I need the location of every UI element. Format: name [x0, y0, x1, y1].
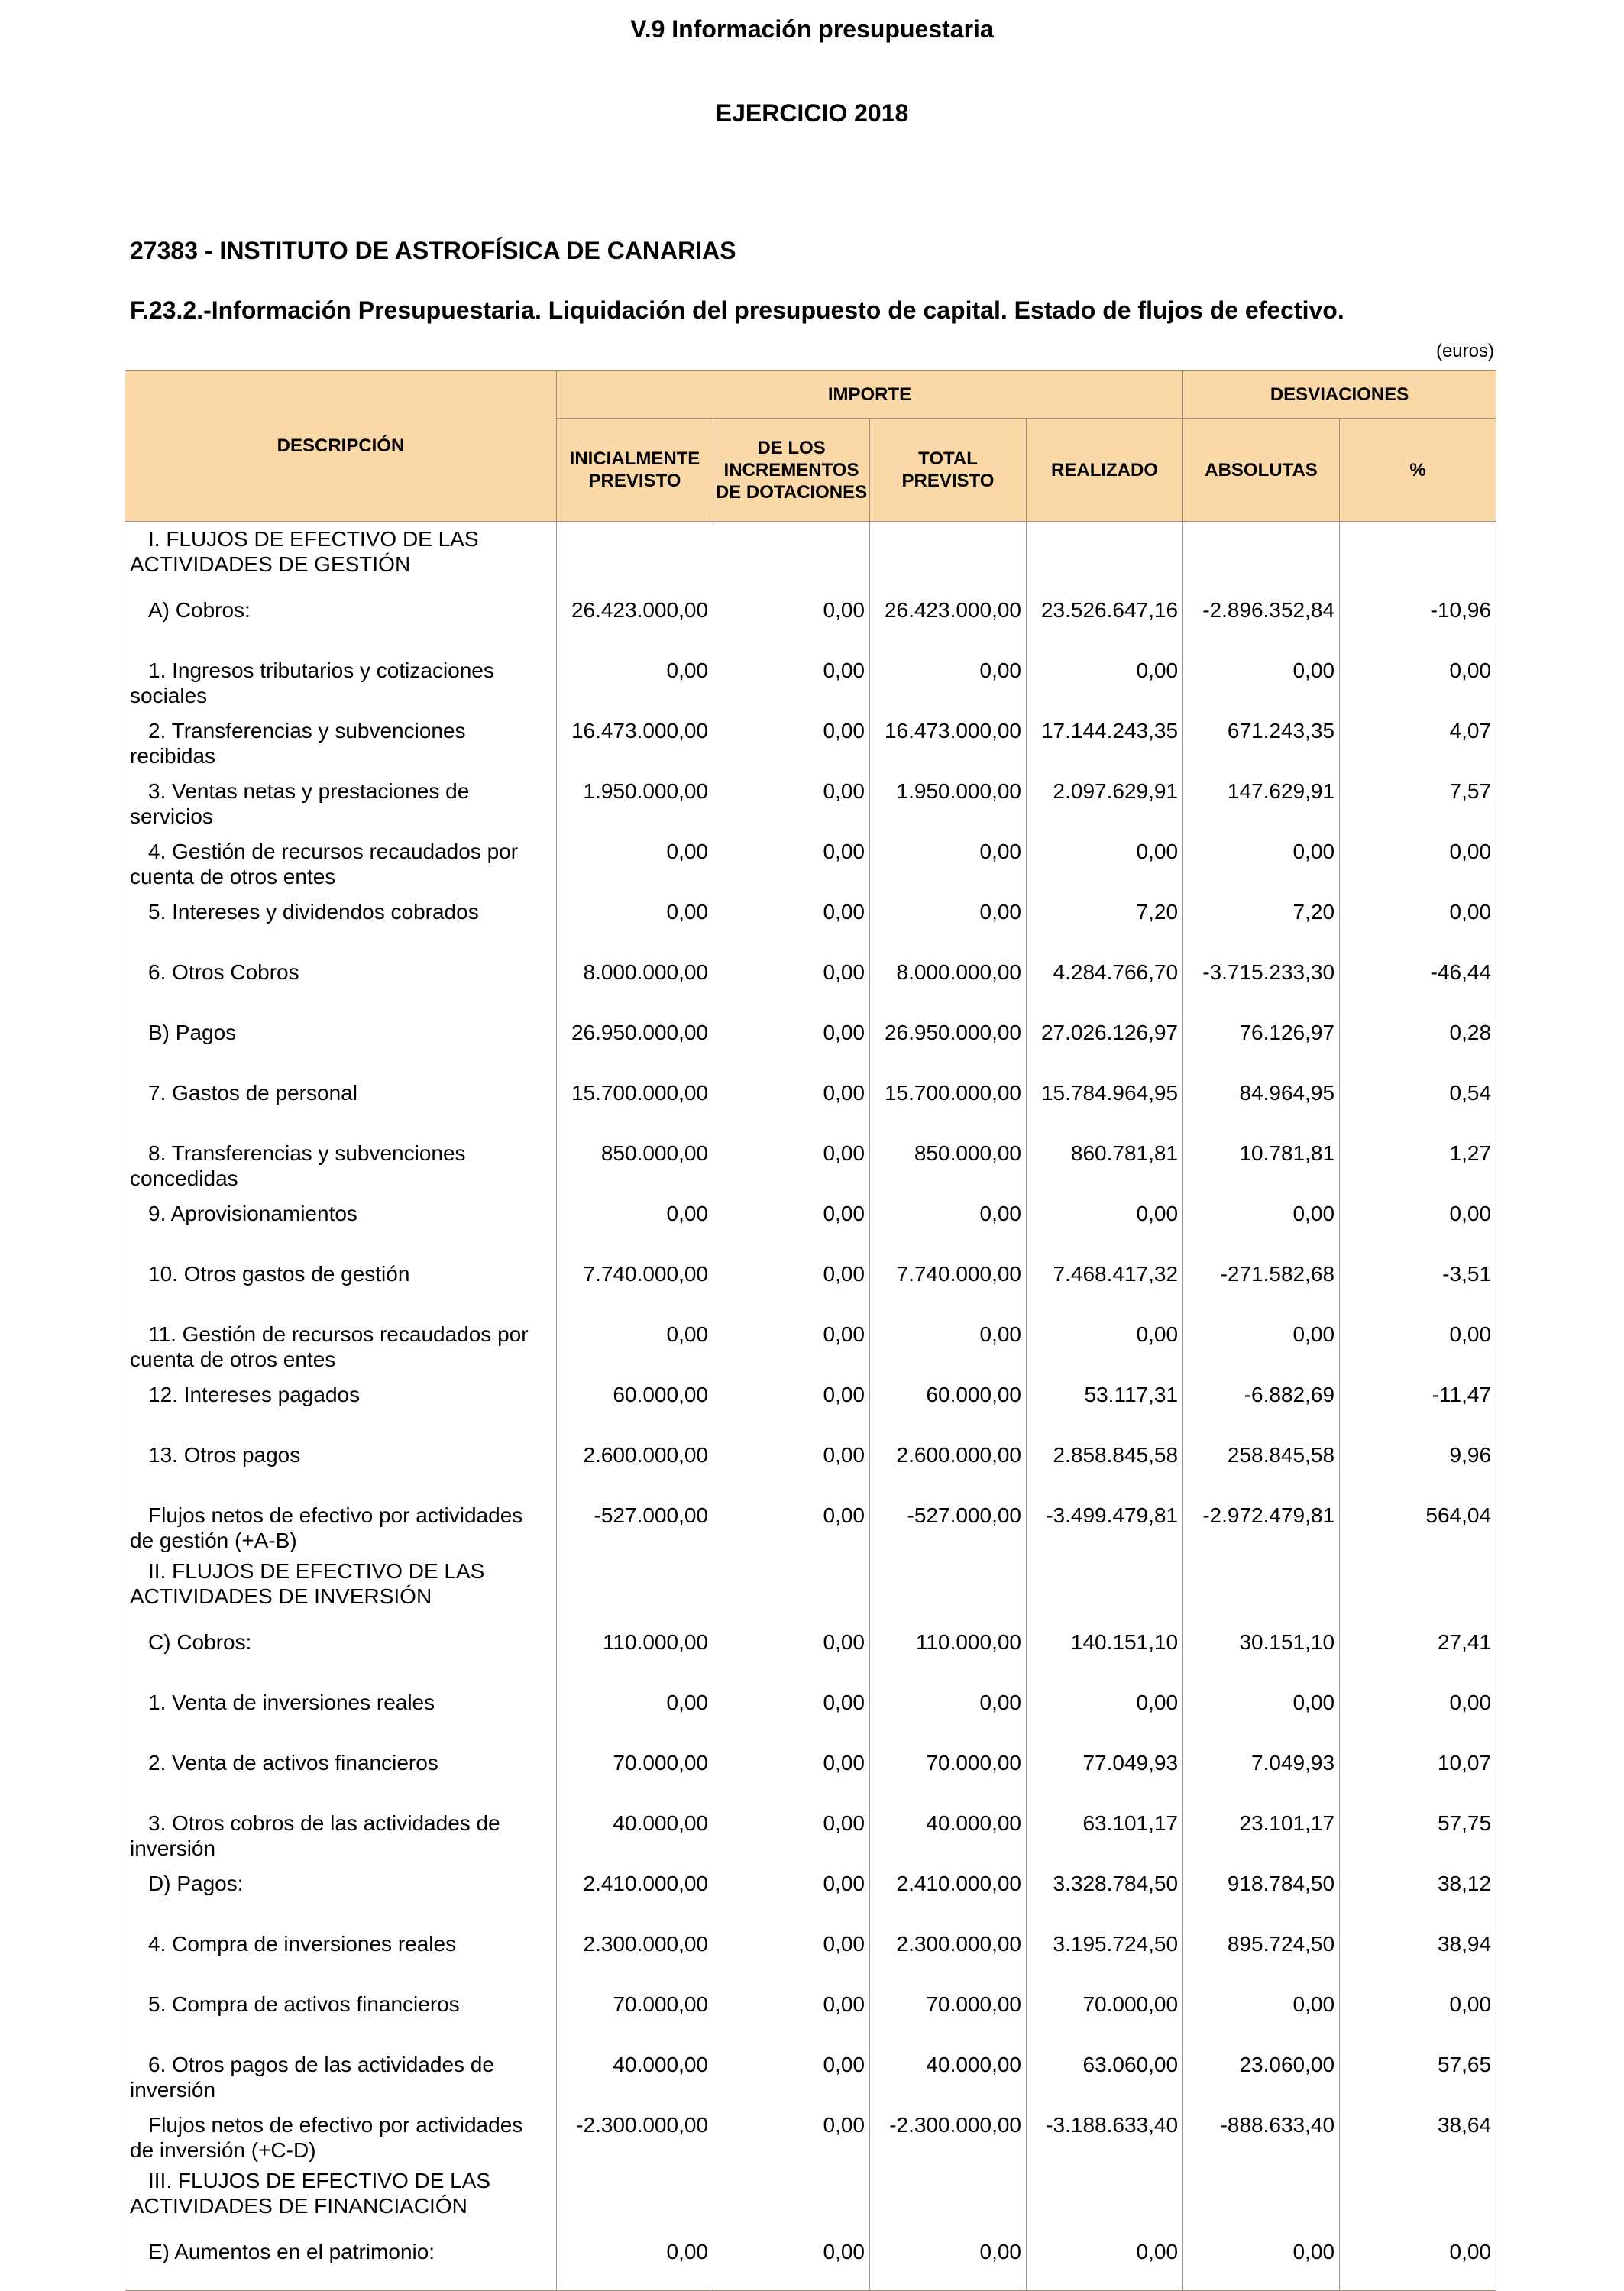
row-value: 7.740.000,00 — [557, 1252, 713, 1312]
row-value: 23.526.647,16 — [1027, 588, 1183, 649]
row-value: -6.882,69 — [1183, 1373, 1340, 1433]
row-value: -10,96 — [1340, 588, 1496, 649]
row-description — [125, 1312, 557, 1373]
row-value — [713, 1554, 870, 1620]
row-description — [125, 1373, 557, 1433]
row-value: 60.000,00 — [557, 1373, 713, 1433]
row-value: 7,20 — [1183, 890, 1340, 950]
row-value: 0,00 — [1183, 2230, 1340, 2291]
row-description — [125, 1862, 557, 1922]
row-value: -888.633,40 — [1183, 2103, 1340, 2163]
row-description — [125, 2163, 557, 2230]
row-value: 70.000,00 — [557, 1741, 713, 1801]
row-value — [870, 1554, 1027, 1620]
row-description-text: Flujos netos de efectivo por actividades de inversión (+C-D) — [130, 2113, 523, 2162]
table-row — [125, 2043, 1496, 2103]
row-value: 76.126,97 — [1183, 1011, 1340, 1071]
row-value: 0,00 — [713, 830, 870, 890]
row-value — [1183, 522, 1340, 589]
row-description-text: 1. Venta de inversiones reales — [148, 1691, 435, 1714]
row-value: 0,00 — [1027, 830, 1183, 890]
row-description — [125, 830, 557, 890]
row-value: 0,00 — [713, 1131, 870, 1192]
row-value: 0,00 — [1340, 649, 1496, 709]
row-description — [125, 1131, 557, 1192]
row-value: 0,00 — [1183, 1681, 1340, 1741]
row-value — [713, 522, 870, 589]
row-value: 0,00 — [1340, 890, 1496, 950]
row-description-text: 12. Intereses pagados — [148, 1383, 361, 1406]
row-description — [125, 2230, 557, 2291]
row-value: 38,12 — [1340, 1862, 1496, 1922]
row-value: 63.101,17 — [1027, 1801, 1183, 1862]
row-description-text: 11. Gestión de recursos recaudados por cuenta de otros entes — [130, 1322, 529, 1371]
row-value: 4,07 — [1340, 709, 1496, 769]
row-value: 2.600.000,00 — [870, 1433, 1027, 1493]
table-row — [125, 1192, 1496, 1252]
row-value: 40.000,00 — [870, 1801, 1027, 1862]
row-description — [125, 1681, 557, 1741]
table-row — [125, 1433, 1496, 1493]
row-value: 8.000.000,00 — [557, 950, 713, 1011]
row-description — [125, 1620, 557, 1681]
row-value — [1183, 2163, 1340, 2230]
table-row — [125, 1982, 1496, 2043]
row-value: 0,00 — [713, 769, 870, 830]
row-value — [1027, 522, 1183, 589]
row-description-text: II. FLUJOS DE EFECTIVO DE LAS ACTIVIDADES DE INVERSIÓN — [130, 1559, 485, 1608]
row-description — [125, 1554, 557, 1620]
row-value: 30.151,10 — [1183, 1620, 1340, 1681]
row-value: 23.060,00 — [1183, 2043, 1340, 2103]
row-value: 0,00 — [713, 588, 870, 649]
table-row — [125, 1373, 1496, 1433]
row-value: 0,00 — [713, 1801, 870, 1862]
table-row — [125, 1252, 1496, 1312]
row-description-text: 5. Intereses y dividendos cobrados — [148, 900, 479, 924]
row-description-text: A) Cobros: — [148, 598, 251, 622]
row-value: 0,54 — [1340, 1071, 1496, 1131]
row-value: 140.151,10 — [1027, 1620, 1183, 1681]
row-value: 0,00 — [713, 1373, 870, 1433]
header-absolutas: ABSOLUTAS — [1183, 419, 1340, 522]
row-value: 0,00 — [557, 649, 713, 709]
row-description-text: 4. Gestión de recursos recaudados por cuenta de otros entes — [130, 840, 519, 888]
row-description-text: 2. Venta de activos financieros — [148, 1751, 438, 1775]
row-description — [125, 1741, 557, 1801]
row-value: 0,00 — [1340, 2230, 1496, 2291]
table-row — [125, 588, 1496, 649]
row-value: 40.000,00 — [557, 2043, 713, 2103]
row-value: 0,00 — [557, 890, 713, 950]
header-total: TOTAL PREVISTO — [870, 419, 1027, 522]
row-value — [1027, 2163, 1183, 2230]
row-value: -2.896.352,84 — [1183, 588, 1340, 649]
table-row — [125, 2103, 1496, 2163]
row-value: 57,75 — [1340, 1801, 1496, 1862]
row-value: 15.784.964,95 — [1027, 1071, 1183, 1131]
row-value: 0,00 — [1027, 1312, 1183, 1373]
row-value: 0,00 — [1027, 2230, 1183, 2291]
row-description-text: Flujos netos de efectivo por actividades de gestión (+A-B) — [130, 1503, 523, 1552]
row-value: 0,00 — [1183, 1982, 1340, 2043]
row-value: 860.781,81 — [1027, 1131, 1183, 1192]
row-description-text: 9. Aprovisionamientos — [148, 1202, 357, 1225]
table-row — [125, 2230, 1496, 2291]
header-inicial: INICIALMENTE PREVISTO — [557, 419, 713, 522]
table-row — [125, 1620, 1496, 1681]
row-value: 2.858.845,58 — [1027, 1433, 1183, 1493]
row-value: 26.423.000,00 — [557, 588, 713, 649]
row-value: 2.600.000,00 — [557, 1433, 713, 1493]
row-value: 0,00 — [713, 1741, 870, 1801]
row-description-text: C) Cobros: — [148, 1630, 252, 1654]
row-value: 0,00 — [713, 1011, 870, 1071]
row-value: 0,00 — [713, 709, 870, 769]
row-description-text: 10. Otros gastos de gestión — [148, 1262, 410, 1286]
row-value: 0,00 — [713, 2230, 870, 2291]
row-value — [1340, 522, 1496, 589]
row-value: 77.049,93 — [1027, 1741, 1183, 1801]
row-value: 0,00 — [1183, 1192, 1340, 1252]
row-value: 671.243,35 — [1183, 709, 1340, 769]
row-value: 9,96 — [1340, 1433, 1496, 1493]
row-value: -11,47 — [1340, 1373, 1496, 1433]
row-description — [125, 1493, 557, 1554]
row-value: 16.473.000,00 — [557, 709, 713, 769]
row-value: 7,20 — [1027, 890, 1183, 950]
table-row — [125, 649, 1496, 709]
table-row — [125, 1493, 1496, 1554]
row-value: 0,00 — [1183, 649, 1340, 709]
row-value: 84.964,95 — [1183, 1071, 1340, 1131]
row-value: 0,00 — [713, 1862, 870, 1922]
row-value: 1.950.000,00 — [557, 769, 713, 830]
row-value: 0,00 — [870, 1681, 1027, 1741]
row-value: 23.101,17 — [1183, 1801, 1340, 1862]
table-row — [125, 1131, 1496, 1192]
row-value: 2.097.629,91 — [1027, 769, 1183, 830]
units-label: (euros) — [1435, 341, 1494, 361]
row-value: 63.060,00 — [1027, 2043, 1183, 2103]
row-value: 0,00 — [1027, 649, 1183, 709]
row-value: 0,00 — [557, 1681, 713, 1741]
row-description-text: 13. Otros pagos — [148, 1443, 301, 1467]
row-description-text: I. FLUJOS DE EFECTIVO DE LAS ACTIVIDADES DE GESTIÓN — [130, 527, 479, 576]
row-description-text: 6. Otros pagos de las actividades de inversión — [130, 2053, 494, 2102]
header-importe: IMPORTE — [557, 371, 1183, 419]
table-row — [125, 1862, 1496, 1922]
row-value: 895.724,50 — [1183, 1922, 1340, 1982]
row-value: 27.026.126,97 — [1027, 1011, 1183, 1071]
row-value: 110.000,00 — [557, 1620, 713, 1681]
row-value: 60.000,00 — [870, 1373, 1027, 1433]
row-value: 15.700.000,00 — [870, 1071, 1027, 1131]
header-realizado: REALIZADO — [1027, 419, 1183, 522]
row-value: 26.950.000,00 — [557, 1011, 713, 1071]
row-value: 0,00 — [1340, 1192, 1496, 1252]
table-row — [125, 709, 1496, 769]
row-value: 2.300.000,00 — [870, 1922, 1027, 1982]
entity-title: 27383 - INSTITUTO DE ASTROFÍSICA DE CANARIAS — [130, 237, 736, 264]
table-row — [125, 769, 1496, 830]
row-description-text: 3. Ventas netas y prestaciones de servicios — [130, 779, 470, 828]
table-row — [125, 950, 1496, 1011]
row-description — [125, 950, 557, 1011]
row-description — [125, 588, 557, 649]
form-title: F.23.2.-Información Presupuestaria. Liquidación del presupuesto de capital. Estado de flujos de efectivo. — [130, 296, 1344, 324]
header-incrementos: DE LOS INCREMENTOS DE DOTACIONES — [713, 419, 870, 522]
row-value: 70.000,00 — [557, 1982, 713, 2043]
row-value: 0,00 — [1340, 1982, 1496, 2043]
row-value: 3.328.784,50 — [1027, 1862, 1183, 1922]
row-value — [1340, 1554, 1496, 1620]
row-value: 7,57 — [1340, 769, 1496, 830]
row-value: 70.000,00 — [870, 1982, 1027, 2043]
row-value: 1,27 — [1340, 1131, 1496, 1192]
row-value: 0,00 — [713, 1620, 870, 1681]
row-value: 1.950.000,00 — [870, 769, 1027, 830]
table-row — [125, 1801, 1496, 1862]
table-row — [125, 1071, 1496, 1131]
row-value: 70.000,00 — [870, 1741, 1027, 1801]
table-row — [125, 1011, 1496, 1071]
row-value: 0,00 — [713, 2103, 870, 2163]
row-description-text: 6. Otros Cobros — [148, 960, 299, 984]
row-value: 0,00 — [1340, 1312, 1496, 1373]
row-value — [1183, 1554, 1340, 1620]
row-value: 40.000,00 — [557, 1801, 713, 1862]
row-description — [125, 2103, 557, 2163]
row-value: -3.499.479,81 — [1027, 1493, 1183, 1554]
row-value: 0,00 — [713, 1493, 870, 1554]
row-value: 0,00 — [1340, 1681, 1496, 1741]
row-value: -3.188.633,40 — [1027, 2103, 1183, 2163]
row-value: 0,00 — [557, 1192, 713, 1252]
row-value: 0,00 — [713, 1922, 870, 1982]
row-value: 0,00 — [1183, 1312, 1340, 1373]
row-value: 0,00 — [713, 1982, 870, 2043]
row-value: 850.000,00 — [870, 1131, 1027, 1192]
row-value: -3.715.233,30 — [1183, 950, 1340, 1011]
row-value: 40.000,00 — [870, 2043, 1027, 2103]
row-description — [125, 649, 557, 709]
row-value: 17.144.243,35 — [1027, 709, 1183, 769]
row-value: 7.740.000,00 — [870, 1252, 1027, 1312]
row-description-text: 1. Ingresos tributarios y cotizaciones sociales — [130, 659, 494, 707]
row-value: -3,51 — [1340, 1252, 1496, 1312]
row-description — [125, 1922, 557, 1982]
row-description-text: B) Pagos — [148, 1021, 237, 1044]
row-value: 0,00 — [713, 649, 870, 709]
row-value: 0,00 — [713, 1681, 870, 1741]
row-value: -271.582,68 — [1183, 1252, 1340, 1312]
row-description — [125, 1011, 557, 1071]
row-value: -46,44 — [1340, 950, 1496, 1011]
row-value: 3.195.724,50 — [1027, 1922, 1183, 1982]
row-value: 0,00 — [713, 2043, 870, 2103]
row-value: 38,94 — [1340, 1922, 1496, 1982]
row-description-text: D) Pagos: — [148, 1872, 244, 1895]
row-value: 0,00 — [713, 1252, 870, 1312]
row-description-text: 8. Transferencias y subvenciones concedidas — [130, 1141, 466, 1190]
row-value: 0,00 — [713, 1433, 870, 1493]
row-value: 850.000,00 — [557, 1131, 713, 1192]
row-value — [1027, 1554, 1183, 1620]
table-row — [125, 1312, 1496, 1373]
row-description-text: III. FLUJOS DE EFECTIVO DE LAS ACTIVIDADES DE FINANCIACIÓN — [130, 2169, 491, 2218]
row-value: 2.410.000,00 — [870, 1862, 1027, 1922]
row-value — [1340, 2163, 1496, 2230]
cash-flow-table — [125, 370, 1496, 2291]
row-description — [125, 1801, 557, 1862]
row-value: 53.117,31 — [1027, 1373, 1183, 1433]
row-value: 10.781,81 — [1183, 1131, 1340, 1192]
row-value: 0,00 — [557, 830, 713, 890]
row-description-text: 2. Transferencias y subvenciones recibidas — [130, 719, 466, 768]
row-value — [870, 522, 1027, 589]
section-row — [125, 522, 1496, 589]
row-value: 0,00 — [870, 649, 1027, 709]
row-description — [125, 2043, 557, 2103]
row-description — [125, 1071, 557, 1131]
row-value: 0,00 — [1027, 1192, 1183, 1252]
row-description — [125, 1252, 557, 1312]
row-value: 0,00 — [1183, 830, 1340, 890]
row-value — [557, 2163, 713, 2230]
row-description — [125, 890, 557, 950]
row-description — [125, 769, 557, 830]
row-value: 0,00 — [713, 1071, 870, 1131]
row-value: 0,00 — [870, 1192, 1027, 1252]
table-row — [125, 1741, 1496, 1801]
row-description-text: 4. Compra de inversiones reales — [148, 1932, 457, 1956]
table-header — [125, 371, 1496, 522]
row-value: 38,64 — [1340, 2103, 1496, 2163]
row-value: 70.000,00 — [1027, 1982, 1183, 2043]
row-value — [557, 1554, 713, 1620]
row-value: 26.950.000,00 — [870, 1011, 1027, 1071]
section-row — [125, 1554, 1496, 1620]
section-title: V.9 Información presupuestaria — [630, 15, 994, 43]
row-value: 0,00 — [713, 1192, 870, 1252]
exercise-title: EJERCICIO 2018 — [715, 99, 909, 127]
row-value: -2.300.000,00 — [557, 2103, 713, 2163]
row-value: -2.972.479,81 — [1183, 1493, 1340, 1554]
row-value: -527.000,00 — [870, 1493, 1027, 1554]
row-value: 147.629,91 — [1183, 769, 1340, 830]
row-value — [557, 522, 713, 589]
row-value: 15.700.000,00 — [557, 1071, 713, 1131]
row-value: 0,00 — [870, 1312, 1027, 1373]
row-description — [125, 709, 557, 769]
row-value: 4.284.766,70 — [1027, 950, 1183, 1011]
row-description — [125, 522, 557, 589]
row-value: 7.468.417,32 — [1027, 1252, 1183, 1312]
table-row — [125, 890, 1496, 950]
row-description — [125, 1433, 557, 1493]
row-description-text: E) Aumentos en el patrimonio: — [148, 2240, 435, 2263]
row-value: 0,00 — [713, 950, 870, 1011]
row-value: 26.423.000,00 — [870, 588, 1027, 649]
row-description-text: 5. Compra de activos financieros — [148, 1992, 460, 2016]
table-row — [125, 830, 1496, 890]
row-value: 10,07 — [1340, 1741, 1496, 1801]
row-description — [125, 1982, 557, 2043]
row-value: 2.410.000,00 — [557, 1862, 713, 1922]
row-value: 16.473.000,00 — [870, 709, 1027, 769]
row-value: 918.784,50 — [1183, 1862, 1340, 1922]
row-value: 0,00 — [1027, 1681, 1183, 1741]
table-body — [125, 522, 1496, 2291]
header-descripcion: DESCRIPCIÓN — [125, 371, 557, 522]
row-value: 0,00 — [870, 2230, 1027, 2291]
row-value: 27,41 — [1340, 1620, 1496, 1681]
row-value: -2.300.000,00 — [870, 2103, 1027, 2163]
row-value: 0,00 — [557, 2230, 713, 2291]
row-value: 0,00 — [713, 1312, 870, 1373]
header-pct: % — [1340, 419, 1496, 522]
row-value: -527.000,00 — [557, 1493, 713, 1554]
row-value: 564,04 — [1340, 1493, 1496, 1554]
row-description-text: 7. Gastos de personal — [148, 1081, 357, 1105]
row-value: 0,00 — [557, 1312, 713, 1373]
row-value: 110.000,00 — [870, 1620, 1027, 1681]
row-value: 2.300.000,00 — [557, 1922, 713, 1982]
row-description — [125, 1192, 557, 1252]
row-value: 8.000.000,00 — [870, 950, 1027, 1011]
row-value: 0,00 — [870, 890, 1027, 950]
row-value: 0,28 — [1340, 1011, 1496, 1071]
row-value — [713, 2163, 870, 2230]
row-value: 0,00 — [870, 830, 1027, 890]
row-value: 258.845,58 — [1183, 1433, 1340, 1493]
section-row — [125, 2163, 1496, 2230]
row-description-text: 3. Otros cobros de las actividades de inversión — [130, 1811, 500, 1860]
row-value — [870, 2163, 1027, 2230]
table-row — [125, 1681, 1496, 1741]
row-value: 7.049,93 — [1183, 1741, 1340, 1801]
row-value: 0,00 — [1340, 830, 1496, 890]
row-value: 0,00 — [713, 890, 870, 950]
row-value: 57,65 — [1340, 2043, 1496, 2103]
header-desviaciones: DESVIACIONES — [1183, 371, 1496, 419]
table-row — [125, 1922, 1496, 1982]
